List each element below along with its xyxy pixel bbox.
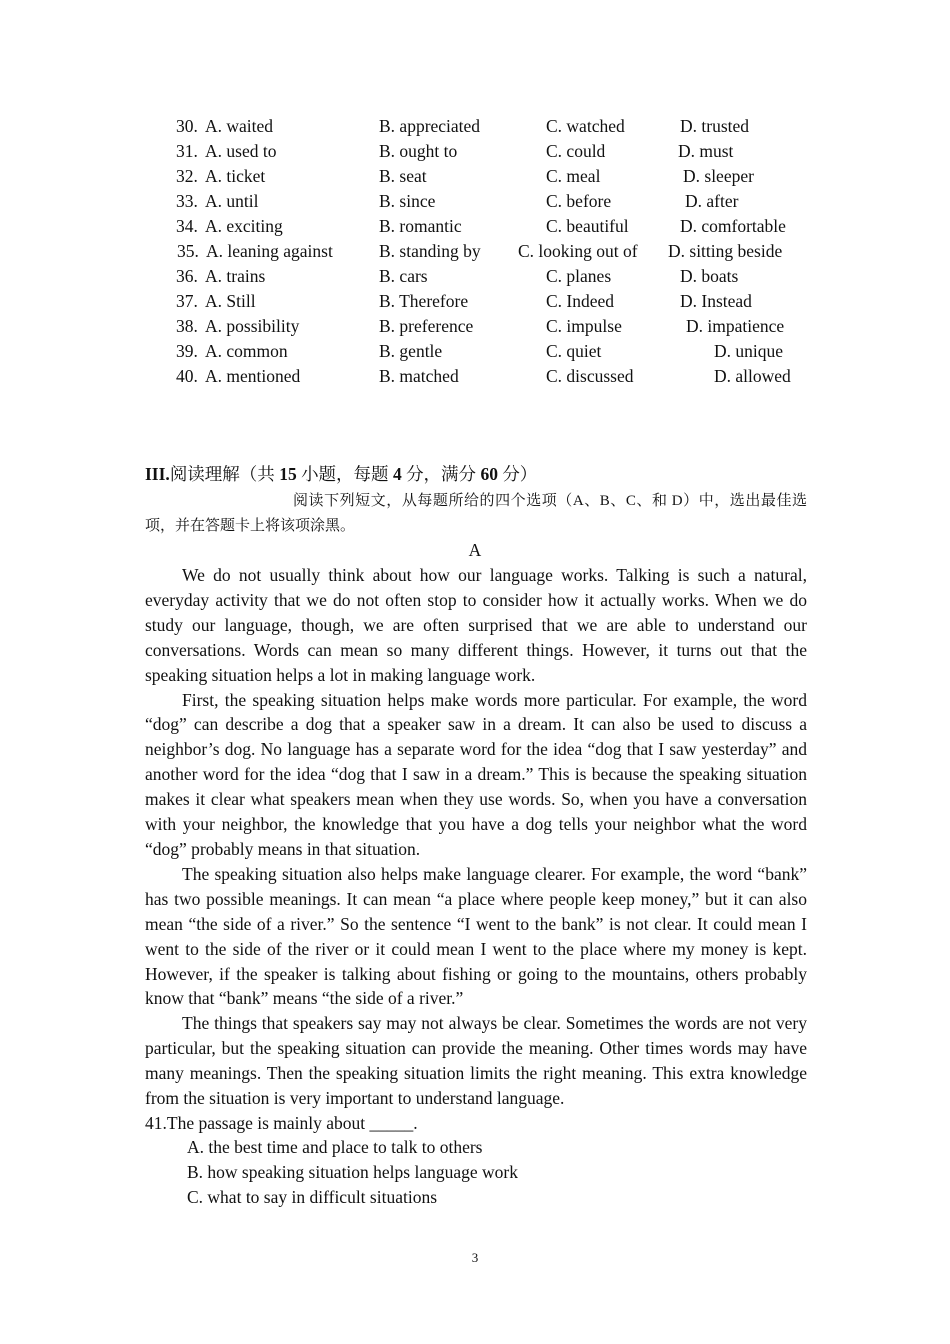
- option-b: B. since: [379, 191, 436, 211]
- question-number: 35.: [177, 241, 199, 261]
- option-d: D. boats: [680, 266, 739, 286]
- option-b: B. romantic: [379, 216, 462, 236]
- passage-label: A: [468, 540, 482, 560]
- option-a: A. leaning against: [206, 241, 333, 261]
- question-count: 15: [279, 464, 297, 484]
- option-a: A. until: [205, 191, 259, 211]
- section-title-part: 分）: [497, 464, 538, 484]
- option-a: A. possibility: [205, 316, 300, 336]
- option-a: A. mentioned: [205, 366, 301, 386]
- option-c: C. could: [546, 141, 606, 161]
- option-d: D. after: [685, 191, 739, 211]
- option-a: A. trains: [205, 266, 266, 286]
- question-number: 32.: [176, 166, 198, 186]
- option-row-39: [0, 339, 950, 364]
- option-row-30: [0, 114, 950, 139]
- question-number: 31.: [176, 141, 198, 161]
- total-points: 60: [480, 464, 498, 484]
- option-c: C. watched: [546, 116, 625, 136]
- option-c: C. beautiful: [546, 216, 629, 236]
- option-a: A. Still: [205, 291, 256, 311]
- passage-paragraph: First, the speaking situation helps make words more particular. For example, the word “dog” can describe a dog that a speaker saw in a dream. It can also be used to discuss a neighbor’s dog. No language has a separate word for the idea “dog that I saw yesterday” and another word for the idea “dog that I saw in a dream.” This is because the speaking situation makes it clear what speakers mean when they use words. So, when you have a conversation with your neighbor, the knowledge that you have a dog tells your neighbor what the word “dog” probably means in that situation.: [145, 689, 807, 859]
- section-heading: [145, 462, 537, 486]
- option-b: B. Therefore: [379, 291, 469, 311]
- option-c: C. before: [546, 191, 612, 211]
- option-a: A. exciting: [205, 216, 283, 236]
- option-d: D. allowed: [714, 366, 791, 386]
- option-b: B. appreciated: [379, 116, 481, 136]
- option-c: C. quiet: [546, 341, 602, 361]
- section-title-part: 小题，每题: [296, 464, 393, 484]
- points-each: 4: [392, 464, 402, 484]
- section-instruction: 阅读下列短文，从每题所给的四个选项（A、B、C、和 D）中，选出最佳选项，并在答题卡上将该项涂黑。: [145, 493, 807, 534]
- option-a: A. ticket: [205, 166, 266, 186]
- option-b: B. ought to: [379, 141, 458, 161]
- option-a: A. waited: [205, 116, 274, 136]
- option-b: B. seat: [379, 166, 427, 186]
- option-d: D. impatience: [686, 316, 785, 336]
- option-row-37: [0, 289, 950, 314]
- option-row-40: [0, 364, 950, 389]
- option-row-34: [0, 214, 950, 239]
- section-title-part: 分，满分: [401, 464, 481, 484]
- option-c: C. looking out of: [518, 241, 638, 261]
- option-row-35: [0, 239, 950, 264]
- option-d: D. must: [678, 141, 734, 161]
- section-title-part: 阅读理解（共: [169, 464, 280, 484]
- option-a: A. common: [205, 341, 288, 361]
- option-c: C. planes: [546, 266, 612, 286]
- option-d: D. sitting beside: [668, 241, 783, 261]
- option-c: C. meal: [546, 166, 601, 186]
- question-41-options: [187, 1135, 518, 1210]
- page-number: 3: [471, 1250, 479, 1265]
- question-number: 40.: [176, 366, 198, 386]
- question-number: 37.: [176, 291, 198, 311]
- question-number: 39.: [176, 341, 198, 361]
- option-d: D. comfortable: [680, 216, 786, 236]
- option-b: B. cars: [379, 266, 428, 286]
- option-b: B. standing by: [379, 241, 481, 261]
- option-c: C. impulse: [546, 316, 622, 336]
- question-number: 38.: [176, 316, 198, 336]
- reading-passage: [145, 563, 807, 1136]
- option-c: C. Indeed: [546, 291, 615, 311]
- answer-option-a: A. the best time and place to talk to others: [187, 1137, 483, 1157]
- option-c: C. discussed: [546, 366, 634, 386]
- question-41-stem: 41.The passage is mainly about _____.: [145, 1112, 418, 1133]
- option-d: D. sleeper: [683, 166, 754, 186]
- option-d: D. Instead: [680, 291, 752, 311]
- option-a: A. used to: [205, 141, 277, 161]
- option-b: B. gentle: [379, 341, 443, 361]
- option-row-38: [0, 314, 950, 339]
- passage-paragraph: The speaking situation also helps make language clearer. For example, the word “bank” has two possible meanings. It can mean “a place where people keep money,” but it can also mean “the side of a river.” So the sentence “I went to the bank” is not clear. It could mean I went to the side of the river or it could mean I went to the place where my money is kept. However, if the speaker is talking about fishing or going to the mountains, others probably know that “bank” means “the side of a river.”: [145, 863, 807, 1009]
- answer-option-c: C. what to say in difficult situations: [187, 1187, 438, 1207]
- option-d: D. unique: [714, 341, 784, 361]
- option-d: D. trusted: [680, 116, 750, 136]
- option-row-36: [0, 264, 950, 289]
- option-b: B. preference: [379, 316, 474, 336]
- question-number: 34.: [176, 216, 198, 236]
- passage-paragraph: The things that speakers say may not always be clear. Sometimes the words are not very particular, but the speaking situation can provide the meaning. Other times words may have many meanings. Then the speaking situation limits the right meaning. This extra knowledge from the situation is very important to understand language.: [145, 1013, 807, 1109]
- answer-option-b: B. how speaking situation helps language work: [187, 1162, 518, 1182]
- option-row-32: [0, 164, 950, 189]
- section-roman: III.: [145, 464, 170, 484]
- option-row-31: [0, 139, 950, 164]
- option-b: B. matched: [379, 366, 459, 386]
- question-number: 33.: [176, 191, 198, 211]
- question-number: 30.: [176, 116, 198, 136]
- question-number: 36.: [176, 266, 198, 286]
- passage-paragraph: We do not usually think about how our language works. Talking is such a natural, everyday activity that we do not often stop to consider how it actually works. When we do study our language, though, we are often surprised that we are able to understand our conversations. Words can mean so many different things. However, it turns out that the speaking situation helps a lot in making language work.: [145, 565, 807, 685]
- option-row-33: [0, 189, 950, 214]
